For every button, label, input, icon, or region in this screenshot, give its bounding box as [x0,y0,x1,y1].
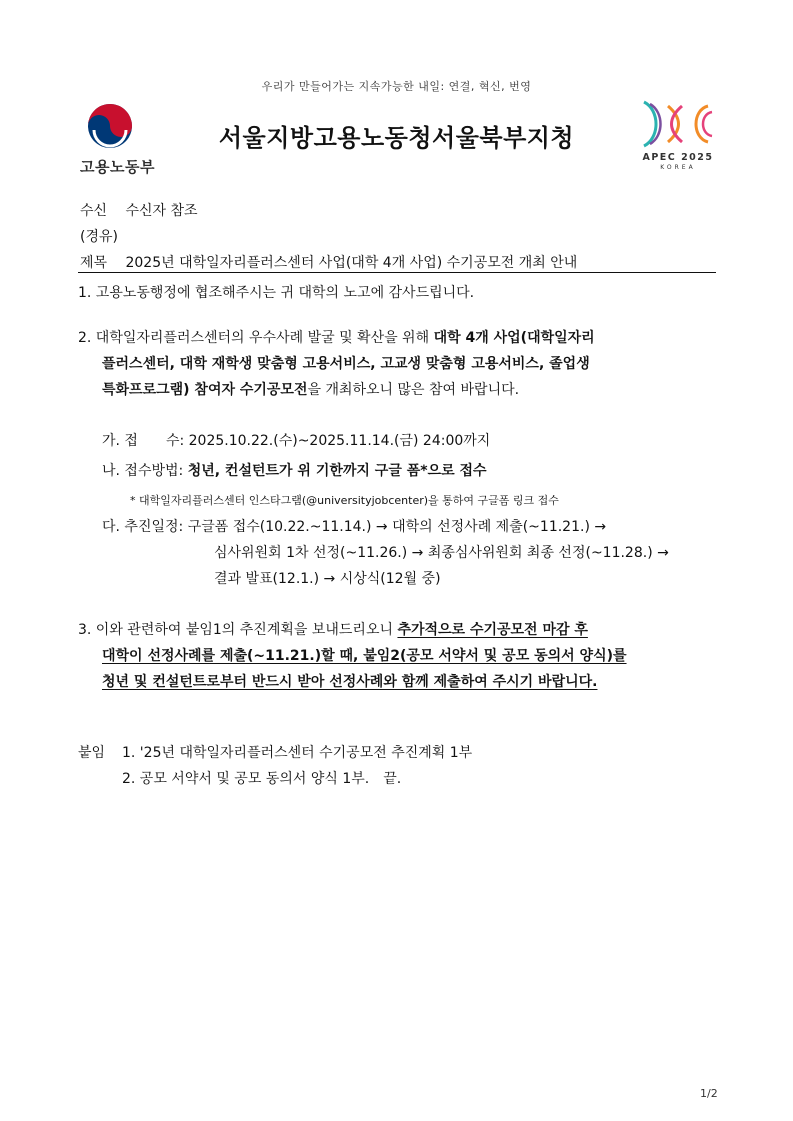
item-na-note: * 대학일자리플러스센터 인스타그램(@universityjobcenter)을 통하여 구글폼 링크 접수 [130,494,559,507]
apec-country-label: KOREA [660,164,696,171]
paragraph-2-intro: 2. 대학일자리플러스센터의 우수사례 발굴 및 확산을 위해 [78,330,434,346]
ministry-name: 고용노동부 [80,158,155,176]
item-ga-label: 가. 접 수: [102,433,189,449]
paragraph-3-emphasis-cont: 대학이 선정사례를 제출(~11.21.)할 때, 붙임2(공모 서약서 및 공모 동의서 양식)를 [102,648,627,664]
item-da-label: 다. 추진일정: [102,519,188,535]
item-ga [102,434,490,448]
paragraph-3-line-3 [102,675,597,689]
attachments-label: 붙임 [78,745,106,761]
paragraph-3-emphasis: 추가적으로 수기공모전 마감 후 [397,622,588,638]
page-number: 1/2 [700,1087,718,1100]
item-na-label: 나. 접수방법: [102,463,188,479]
item-da-line-3: 결과 발표(12.1.) → 시상식(12월 중) [214,571,441,587]
item-da-line-2: 심사위원회 1차 선정(~11.26.) → 최종심사위원회 최종 선정(~11.28.) → [214,545,669,561]
item-ga-value: 2025.10.22.(수)~2025.11.14.(금) 24:00까지 [188,433,491,449]
paragraph-3-emphasis-end: 청년 및 컨설턴트로부터 반드시 받아 선정사례와 함께 제출하여 주시기 바랍니다. [102,674,598,690]
paragraph-3-intro: 3. 이와 관련하여 붙임1의 추진계획을 보내드리오니 [78,622,398,638]
item-da-line-1: 구글폼 접수(10.22.~11.14.) → 대학의 선정사례 제출(~11.21.) → [187,519,607,535]
item-na [102,464,487,478]
paragraph-2-line-1 [78,331,595,345]
attachment-item-2: 2. 공모 서약서 및 공모 동의서 양식 1부. 끝. [122,771,402,787]
slogan: 우리가 만들어가는 지속가능한 내일: 연결, 혁신, 번영 [261,80,532,93]
subject-line: 제목 2025년 대학일자리플러스센터 사업(대학 4개 사업) 수기공모전 개최 안내 [80,255,578,271]
paragraph-2-line-3 [102,383,519,397]
paragraph-2-highlight: 대학 4개 사업(대학일자리 [433,330,595,346]
paragraph-2-highlight-end: 특화프로그램) 참여자 수기공모전 [102,382,308,398]
paragraph-3-line-2 [102,649,627,663]
apec-year-label: APEC 2025 [642,152,714,163]
paragraph-3-line-1 [78,623,588,637]
attachment-item-1: 1. '25년 대학일자리플러스센터 수기공모전 추진계획 1부 [122,745,473,761]
via-line: (경유) [80,229,118,245]
paragraph-2-highlight-cont: 플러스센터, 대학 재학생 맞춤형 고용서비스, 고교생 맞춤형 고용서비스, 졸업생 [102,356,590,372]
header-divider [78,272,716,273]
paragraph-2-line-2 [102,357,590,371]
paragraph-1: 1. 고용노동행정에 협조해주시는 귀 대학의 노고에 감사드립니다. [78,285,475,301]
organization-title: 서울지방고용노동청서울북부지청 [218,124,575,152]
recipient-line: 수신 수신자 참조 [80,203,198,219]
paragraph-2-closing: 을 개최하오니 많은 참여 바랍니다. [307,382,520,398]
apec-emblem-icon [638,96,718,152]
item-da [102,520,606,534]
item-na-value: 청년, 컨설턴트가 위 기한까지 구글 폼*으로 접수 [187,463,487,479]
